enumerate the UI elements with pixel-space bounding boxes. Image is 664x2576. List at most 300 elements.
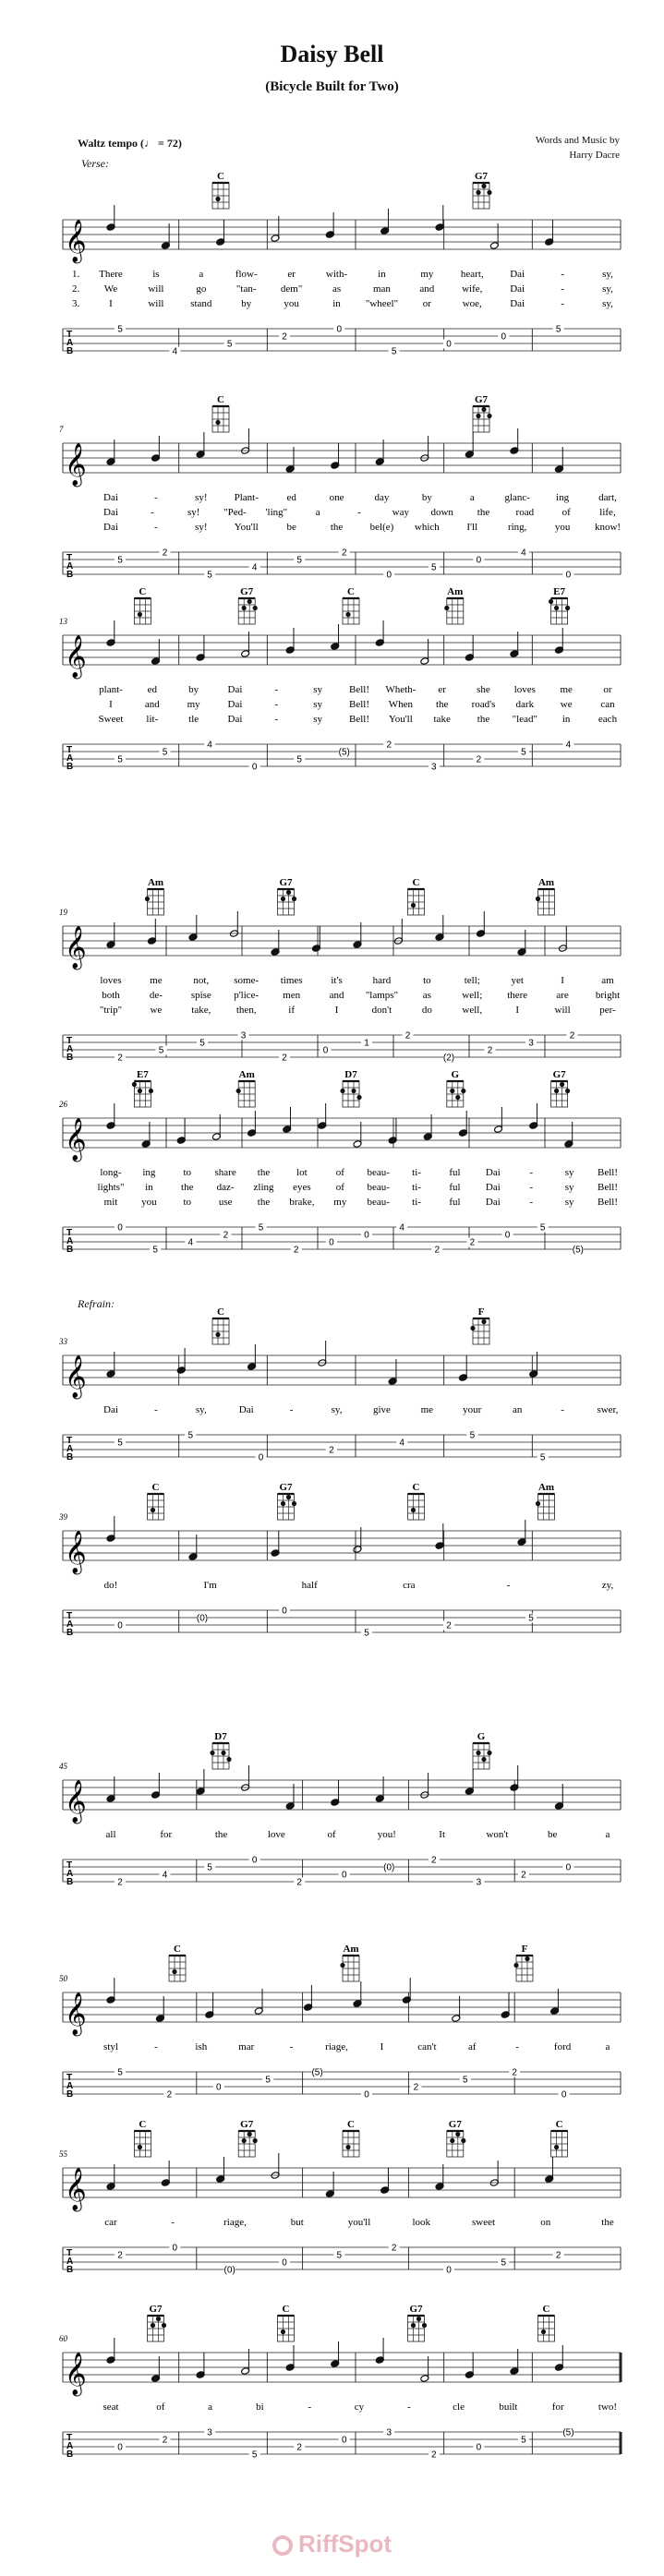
lyric-syllable: flow-: [235, 269, 258, 280]
riffspot-pick-icon: [272, 2535, 293, 2556]
lyric-syllable: of: [335, 1167, 344, 1178]
tab-fret-number: 5: [431, 562, 437, 573]
tab-fret-number: 4: [172, 346, 178, 357]
tab-fret-number: 2: [117, 1053, 123, 1064]
lyric-syllable: sy,: [602, 283, 613, 295]
chord-finger-dot: [215, 197, 220, 201]
lyric-syllable: swer,: [597, 1404, 619, 1415]
lyric-syllable: half: [301, 1580, 318, 1591]
chord-finger-dot: [461, 1089, 465, 1093]
lyric-syllable: if: [288, 1005, 296, 1016]
treble-clef-icon: 𝄞: [65, 220, 87, 262]
chord-finger-dot: [247, 2132, 252, 2137]
lyric-syllable: Bell!: [349, 684, 369, 695]
tab-fret-number: 2: [117, 2250, 123, 2261]
tab-fret-number: 3: [431, 762, 437, 773]
chord-finger-dot: [411, 1508, 416, 1512]
lyric-syllable: you: [141, 1197, 157, 1208]
music-system: [59, 2119, 621, 2276]
lyric-syllable: Dai: [227, 699, 243, 710]
lyric-syllable: ring,: [507, 522, 527, 533]
chord-name: C: [412, 877, 420, 888]
lyric-syllable: by: [241, 298, 252, 309]
chord-finger-dot: [565, 606, 570, 610]
chord-finger-dot: [525, 1956, 529, 1961]
song-title: Daisy Bell: [280, 41, 384, 67]
chord-name: G7: [552, 1069, 566, 1080]
lyric-syllable: I: [109, 298, 113, 309]
lyric-syllable: ti-: [412, 1167, 421, 1178]
tab-fret-number: 0: [282, 2257, 287, 2269]
lyric-syllable: hard: [372, 975, 392, 986]
lyric-syllable: p'lice-: [234, 990, 260, 1001]
tab-clef-t: T: [66, 1436, 73, 1446]
tab-fret-number: 0: [341, 1870, 347, 1881]
tab-clef-t: T: [66, 330, 73, 340]
chord-finger-dot: [536, 897, 540, 901]
lyric-syllable: tell;: [464, 975, 480, 986]
lyric-syllable: We: [103, 283, 118, 295]
tab-fret-number: 0: [341, 2435, 347, 2446]
lyric-syllable: cra: [403, 1580, 416, 1591]
lyric-syllable: zling: [253, 1182, 274, 1193]
lyric-syllable: ford: [553, 2041, 572, 2052]
lyric-syllable: sy: [313, 684, 323, 695]
chord-finger-dot: [172, 1969, 176, 1974]
lyric-syllable: bi: [256, 2401, 264, 2413]
lyric-syllable: do: [421, 1005, 432, 1016]
chord-finger-dot: [356, 1095, 361, 1100]
tab-fret-number: 4: [207, 740, 212, 751]
lyric-syllable: beau-: [367, 1167, 390, 1178]
chord-name: C: [217, 171, 224, 182]
music-system: [58, 1306, 621, 1463]
lyric-syllable: -: [154, 2041, 158, 2052]
lyric-syllable: Bell!: [598, 1167, 618, 1178]
chord-finger-dot: [455, 1095, 460, 1100]
lyric-syllable: Dai: [227, 714, 243, 725]
lyric-syllable: ti-: [412, 1197, 421, 1208]
tab-fret-number: 4: [187, 1237, 194, 1248]
tab-clef-a: A: [66, 1044, 74, 1054]
chord-name: Am: [147, 877, 164, 888]
lyric-syllable: spise: [190, 990, 211, 1001]
chord-name: C: [347, 586, 355, 597]
treble-clef-icon: 𝄞: [65, 1355, 87, 1398]
chord-finger-dot: [286, 890, 291, 895]
brand-name: RiffSpot: [297, 2530, 392, 2558]
tab-clef-b: B: [66, 1452, 74, 1463]
tab-fret-number: 4: [399, 1438, 404, 1449]
lyric-syllable: we: [560, 699, 573, 710]
chord-finger-dot: [450, 2138, 454, 2143]
lyric-syllable: way: [392, 507, 409, 518]
tab-clef-a: A: [66, 561, 74, 572]
tab-fret-number: 5: [117, 1438, 123, 1449]
chord-finger-dot: [292, 897, 296, 901]
lyric-syllable: -: [274, 699, 279, 710]
lyric-syllable: men: [283, 990, 301, 1001]
tab-fret-number: 2: [166, 2089, 173, 2101]
tab-fret-number: 5: [162, 747, 168, 758]
chord-name: C: [412, 1482, 420, 1493]
lyric-syllable: sy,: [331, 1404, 343, 1415]
chord-name: G7: [279, 1482, 293, 1493]
tab-fret-number: 0: [117, 2442, 123, 2453]
lyric-syllable: -: [515, 2041, 520, 2052]
tab-fret-number: 0: [364, 1230, 369, 1241]
lyric-syllable: mar: [238, 2041, 255, 2052]
lyric-syllable: long-: [100, 1167, 122, 1178]
chord-finger-dot: [487, 1751, 491, 1755]
tab-fret-number: (0): [196, 1613, 209, 1624]
lyric-syllable: can't: [417, 2041, 437, 2052]
lyric-syllable: er: [287, 269, 296, 280]
tab-clef-t: T: [66, 2073, 73, 2083]
lyric-syllable: love: [267, 1829, 285, 1840]
lyric-syllable: loves: [513, 684, 536, 695]
tab-fret-number: 2: [413, 2082, 419, 2093]
lyric-syllable: times: [280, 975, 303, 986]
lyric-syllable: take,: [191, 1005, 211, 1016]
chord-finger-dot: [253, 606, 258, 610]
lyric-syllable: a: [208, 2401, 213, 2413]
treble-clef-icon: 𝄞: [65, 2353, 87, 2395]
lyric-syllable: me: [560, 684, 573, 695]
verse-number: 2.: [72, 283, 80, 295]
verse-label: Verse:: [81, 157, 109, 170]
tab-fret-number: 2: [117, 1877, 123, 1888]
lyric-syllable: woe,: [462, 298, 482, 309]
chord-finger-dot: [481, 1319, 486, 1324]
tab-fret-number: 4: [399, 1222, 404, 1234]
lyric-syllable: -: [529, 1167, 534, 1178]
lyric-syllable: am: [601, 975, 614, 986]
lyric-syllable: ish: [195, 2041, 208, 2052]
chord-finger-dot: [481, 1757, 486, 1762]
lyric-syllable: Bell!: [349, 699, 369, 710]
lyric-syllable: share: [214, 1167, 236, 1178]
tab-fret-number: 2: [487, 1045, 493, 1056]
lyric-syllable: zy,: [601, 1580, 614, 1591]
chord-name: C: [282, 2304, 290, 2315]
lyric-syllable: I'm: [203, 1580, 217, 1591]
chord-finger-dot: [132, 1082, 137, 1087]
tab-fret-number: 2: [282, 1053, 287, 1064]
lyric-syllable: as: [422, 990, 431, 1001]
lyric-syllable: in: [378, 269, 386, 280]
tab-clef-b: B: [66, 2089, 74, 2100]
lyric-syllable: seat: [103, 2401, 119, 2413]
lyric-syllable: riage,: [325, 2041, 348, 2052]
lyric-syllable: sy,: [602, 269, 613, 280]
lyric-syllable: You'll: [388, 714, 413, 725]
chord-name: G7: [409, 2304, 423, 2315]
tab-clef-a: A: [66, 1869, 74, 1879]
treble-clef-icon: 𝄞: [65, 1118, 87, 1161]
lyric-syllable: Bell!: [598, 1182, 618, 1193]
chord-finger-dot: [242, 2138, 247, 2143]
chord-finger-dot: [565, 1089, 570, 1093]
chord-name: G7: [279, 877, 293, 888]
lyric-syllable: Dai: [510, 283, 525, 295]
lyric-syllable: both: [102, 990, 120, 1001]
tab-fret-number: 5: [152, 1245, 158, 1256]
lyric-syllable: or: [603, 684, 612, 695]
tab-fret-number: 2: [431, 1855, 437, 1866]
chord-finger-dot: [487, 190, 491, 195]
tab-fret-number: 0: [216, 2082, 222, 2093]
lyric-syllable: the: [257, 1197, 271, 1208]
tab-clef-a: A: [66, 1236, 74, 1246]
chord-finger-dot: [411, 903, 416, 908]
tab-fret-number: 2: [223, 1230, 229, 1241]
treble-clef-icon: 𝄞: [65, 1531, 87, 1573]
lyric-syllable: on: [540, 2217, 551, 2228]
chord-finger-dot: [281, 2329, 285, 2334]
tab-clef-t: T: [66, 2433, 73, 2443]
lyric-syllable: er: [438, 684, 446, 695]
tab-fret-number: (5): [311, 2067, 323, 2078]
lyric-syllable: yet: [511, 975, 524, 986]
tab-fret-number: 2: [404, 1030, 411, 1041]
lyric-syllable: Bell!: [349, 714, 369, 725]
chord-name: C: [217, 1306, 224, 1318]
tab-clef-b: B: [66, 346, 74, 356]
chord-finger-dot: [536, 1501, 540, 1506]
chord-finger-dot: [151, 1508, 155, 1512]
lyric-syllable: -: [561, 283, 564, 295]
chord-finger-dot: [286, 1495, 291, 1499]
lyric-syllable: built: [499, 2401, 518, 2413]
tab-fret-number: 2: [555, 2250, 561, 2261]
chord-finger-dot: [422, 2323, 427, 2328]
verse-number: 3.: [72, 298, 80, 309]
lyric-syllable: an: [512, 1404, 523, 1415]
lyric-syllable: -: [529, 1197, 534, 1208]
lyric-syllable: beau-: [367, 1182, 390, 1193]
chord-finger-dot: [351, 1089, 356, 1093]
lyric-syllable: to: [423, 975, 431, 986]
chord-finger-dot: [513, 1963, 518, 1968]
tab-fret-number: 2: [296, 1877, 302, 1888]
lyric-syllable: -: [308, 2401, 312, 2413]
lyric-syllable: of: [156, 2401, 165, 2413]
lyric-syllable: a: [605, 1829, 610, 1840]
lyric-syllable: Sweet: [98, 714, 124, 725]
lyric-syllable: but: [290, 2217, 304, 2228]
lyric-syllable: won't: [486, 1829, 509, 1840]
chord-finger-dot: [215, 1332, 220, 1337]
lyric-syllable: life,: [599, 507, 616, 518]
chord-finger-dot: [151, 2323, 155, 2328]
lyric-syllable: be: [286, 522, 296, 533]
lyric-syllable: -: [154, 522, 158, 533]
tab-clef-b: B: [66, 570, 74, 580]
chord-finger-dot: [541, 2329, 546, 2334]
tab-fret-number: 2: [391, 2243, 397, 2254]
lyric-syllable: and: [419, 283, 435, 295]
lyric-syllable: mit: [103, 1197, 118, 1208]
refrain-label: Refrain:: [78, 1297, 115, 1310]
lyric-syllable: de-: [149, 990, 163, 1001]
lyric-syllable: not,: [193, 975, 210, 986]
lyric-syllable: it's: [331, 975, 343, 986]
lyric-syllable: lit-: [146, 714, 159, 725]
chord-finger-dot: [281, 897, 285, 901]
tab-fret-number: 2: [446, 1620, 452, 1631]
tab-fret-number: 0: [251, 762, 258, 773]
lyric-syllable: -: [150, 507, 154, 518]
tab-clef-a: A: [66, 1444, 74, 1454]
tab-fret-number: 0: [258, 1452, 264, 1463]
lyric-syllable: be: [548, 1829, 558, 1840]
lyric-syllable: sy: [313, 699, 323, 710]
chord-finger-dot: [455, 2132, 460, 2137]
lyric-syllable: lights": [97, 1182, 125, 1193]
chord-name: G7: [448, 2119, 462, 2130]
lyric-syllable: can: [600, 699, 615, 710]
lyric-syllable: sy!: [187, 507, 200, 518]
lyric-syllable: are: [556, 990, 569, 1001]
lyric-syllable: for: [160, 1829, 173, 1840]
lyric-syllable: -: [289, 2041, 294, 2052]
lyric-syllable: brake,: [289, 1197, 315, 1208]
chord-name: G7: [149, 2304, 163, 2315]
lyric-syllable: your: [463, 1404, 482, 1415]
chord-name: G7: [474, 394, 489, 405]
tab-fret-number: 2: [282, 331, 287, 343]
tab-fret-number: 2: [162, 2435, 168, 2446]
tab-fret-number: 5: [199, 1038, 205, 1049]
tab-clef-t: T: [66, 2248, 73, 2258]
lyric-syllable: the: [214, 1829, 228, 1840]
lyric-syllable: I: [515, 1005, 520, 1016]
tab-clef-b: B: [66, 1628, 74, 1638]
lyric-syllable: in: [145, 1182, 153, 1193]
lyric-syllable: Dai: [103, 507, 118, 518]
chord-name: F: [477, 1306, 485, 1318]
tab-fret-number: 4: [521, 548, 526, 559]
lyric-syllable: me: [420, 1404, 434, 1415]
lyric-syllable: my: [187, 699, 200, 710]
lyric-syllable: the: [181, 1182, 194, 1193]
lyric-syllable: ing: [142, 1167, 156, 1178]
verse-number: 1.: [72, 269, 80, 280]
chord-finger-dot: [156, 2317, 161, 2321]
chord-name: E7: [553, 586, 566, 597]
lyric-syllable: look: [412, 2217, 431, 2228]
lyric-syllable: bright: [595, 990, 621, 1001]
treble-clef-icon: 𝄞: [65, 443, 87, 486]
chord-name: C: [555, 2119, 563, 2130]
chord-name: F: [521, 1944, 528, 1955]
measure-number: 39: [59, 1512, 67, 1522]
lyric-syllable: "Ped-: [223, 507, 247, 518]
music-system: [59, 1944, 621, 2101]
chord-finger-dot: [242, 606, 247, 610]
lyric-syllable: dart,: [598, 492, 617, 503]
tab-fret-number: 5: [364, 1628, 369, 1639]
lyric-syllable: there: [507, 990, 528, 1001]
lyric-syllable: "trip": [99, 1005, 123, 1016]
lyric-syllable: Dai: [510, 298, 525, 309]
tab-fret-number: 2: [329, 1445, 334, 1456]
chord-name: C: [217, 394, 224, 405]
music-system: [59, 586, 621, 773]
lyric-syllable: well;: [462, 990, 483, 1001]
lyric-syllable: to: [183, 1167, 192, 1178]
lyric-syllable: you'll: [347, 2217, 371, 2228]
lyric-syllable: my: [333, 1197, 347, 1208]
tab-fret-number: 4: [251, 562, 258, 573]
lyric-syllable: -: [289, 1404, 294, 1415]
lyric-syllable: stand: [190, 298, 212, 309]
lyric-syllable: Dai: [227, 684, 243, 695]
lyric-syllable: 'ling": [265, 507, 288, 518]
lyric-syllable: to: [183, 1197, 192, 1208]
measure-number: 50: [59, 1974, 67, 1983]
lyric-syllable: ful: [449, 1182, 461, 1193]
lyric-syllable: I: [380, 2041, 384, 2052]
lyric-syllable: bel(e): [369, 522, 394, 533]
measure-number: 26: [59, 1100, 67, 1109]
lyric-syllable: -: [357, 507, 361, 518]
chord-finger-dot: [417, 2317, 421, 2321]
lyric-syllable: the: [601, 2217, 614, 2228]
credits-line-1: Words and Music by: [535, 135, 620, 146]
tab-fret-number: 3: [476, 1877, 482, 1888]
chord-finger-dot: [470, 1326, 475, 1330]
chord-finger-dot: [253, 2138, 258, 2143]
lyric-syllable: sy!: [195, 492, 208, 503]
tab-fret-number: 5: [117, 754, 123, 765]
lyric-syllable: ed: [286, 492, 296, 503]
lyric-syllable: glanc-: [504, 492, 530, 503]
tab-fret-number: 5: [296, 754, 302, 765]
tab-clef-b: B: [66, 762, 74, 772]
lyric-syllable: which: [414, 522, 440, 533]
lyric-syllable: some-: [234, 975, 260, 986]
tab-fret-number: 2: [386, 740, 392, 751]
chord-finger-dot: [236, 1089, 241, 1093]
lyric-syllable: is: [152, 269, 160, 280]
lyric-syllable: ful: [449, 1167, 461, 1178]
lyric-syllable: for: [551, 2401, 564, 2413]
music-system: [59, 394, 621, 581]
measure-number: 45: [59, 1762, 67, 1771]
lyric-syllable: -: [406, 2401, 411, 2413]
chord-finger-dot: [411, 2323, 416, 2328]
lyric-syllable: ing: [556, 492, 570, 503]
measure-number: 7: [59, 425, 64, 434]
chord-finger-dot: [247, 599, 252, 604]
lyric-syllable: dem": [280, 283, 303, 295]
chord-name: Am: [537, 877, 555, 888]
lyric-syllable: plant-: [99, 684, 123, 695]
measure-number: 60: [59, 2334, 67, 2343]
lyric-syllable: know!: [594, 522, 622, 533]
lyric-syllable: the: [477, 507, 490, 518]
tab-clef-a: A: [66, 2081, 74, 2091]
lyric-syllable: the: [330, 522, 344, 533]
lyric-syllable: -: [561, 298, 564, 309]
chord-name: Am: [343, 1944, 359, 1955]
tab-fret-number: 1: [364, 1038, 369, 1049]
lyric-syllable: as: [332, 283, 342, 295]
tab-clef-a: A: [66, 338, 74, 348]
lyric-syllable: well,: [462, 1005, 483, 1016]
